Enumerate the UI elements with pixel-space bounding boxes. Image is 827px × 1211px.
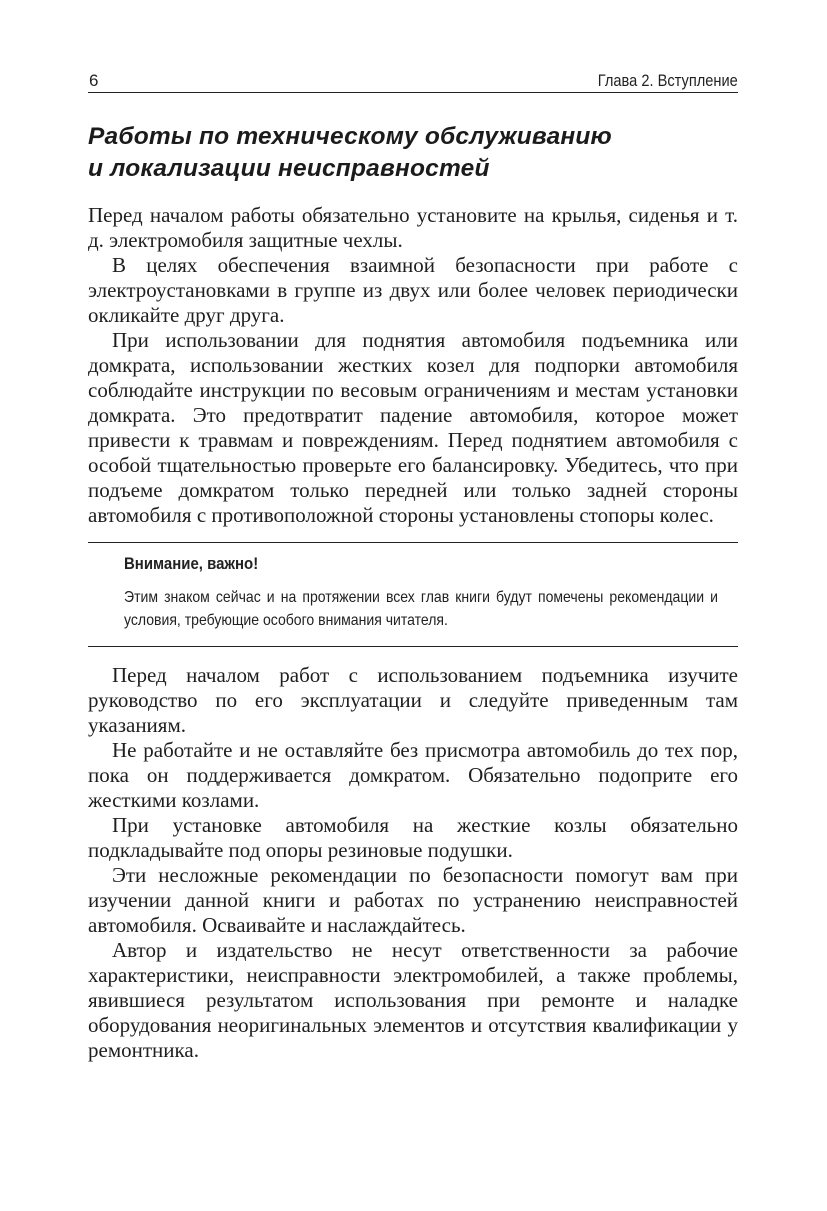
section-title (88, 121, 738, 185)
notice-title: Внимание, важно! (124, 554, 259, 573)
paragraph: Перед началом работы обязательно установите на крылья, сиденья и т. д. электромобиля защитные чехлы. (88, 203, 738, 252)
section-title-line-2: и локализации неисправностей (88, 155, 490, 182)
paragraph: Эти несложные рекомендации по безопасности помогут вам при изучении данной книги и работах по устранению неисправностей автомобиля. Осваивайте и наслаждайтесь. (88, 863, 738, 937)
chapter-title: Глава 2. Вступление (598, 71, 738, 90)
book-page (88, 70, 738, 1063)
body-text-before-notice (88, 203, 738, 528)
paragraph: Не работайте и не оставляйте без присмотра автомобиль до тех пор, пока он поддерживается домкратом. Обязательно подоприте его жесткими козлами. (88, 738, 738, 812)
important-notice-box (88, 542, 738, 647)
running-header (88, 70, 738, 93)
body-text-after-notice (88, 663, 738, 1063)
paragraph: Перед началом работ с использованием подъемника изучите руководство по его эксплуатации и следуйте приведенным там указаниям. (88, 663, 738, 737)
section-title-line-1: Работы по техническому обслуживанию (88, 123, 612, 150)
paragraph: Автор и издательство не несут ответственности за рабочие характеристики, неисправности электромобилей, а также проблемы, явившиеся результатом использования при ремонте и наладке оборудования неоригинальных элементов и отсутствия квалификации у ремонтника. (88, 938, 738, 1062)
paragraph: В целях обеспечения взаимной безопасности при работе с электроустановками в группе из двух или более человек периодически окликайте друг друга. (88, 253, 738, 327)
notice-text: Этим знаком сейчас и на протяжении всех глав книги будут помечены рекомендации и условия, требующие особого внимания читателя. (124, 589, 718, 629)
paragraph: При установке автомобиля на жесткие козлы обязательно подкладывайте под опоры резиновые подушки. (88, 813, 738, 862)
paragraph: При использовании для поднятия автомобиля подъемника или домкрата, использовании жестких козел для подпорки автомобиля соблюдайте инструкции по весовым ограничениям и местам установки домкрата. Это предотвратит падение автомобиля, которое может привести к травмам и повреждениям. Перед поднятием автомобиля с особой тщательностью проверьте его балансировку. Убедитесь, что при подъеме домкратом только передней или только задней стороны автомобиля с противоположной стороны установлены стопоры колес. (88, 328, 738, 527)
page-number: 6 (89, 71, 99, 90)
